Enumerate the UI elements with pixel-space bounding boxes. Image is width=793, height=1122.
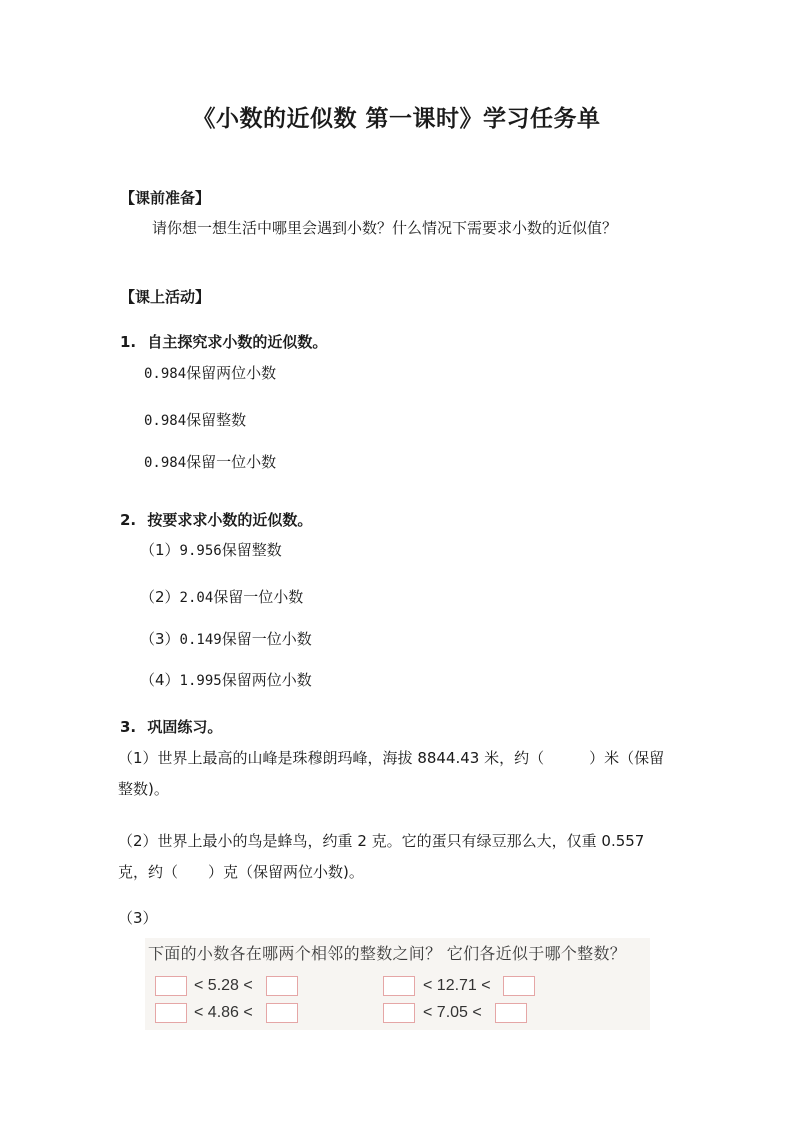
- task2-item-label: （1）: [140, 541, 180, 559]
- task1-item-number: 0.984: [144, 455, 187, 471]
- task2-item-number: 9.956: [179, 543, 222, 559]
- task2-item-label: （4）: [140, 671, 180, 689]
- task3-number: 3.: [120, 718, 137, 736]
- task1-item: [144, 409, 246, 430]
- task1-item: [144, 362, 276, 383]
- task3-question-2-line1: （2）世界上最小的鸟是蜂鸟，约重 2 克。它的蛋只有绿豆那么大，仅重 0.557: [118, 832, 645, 850]
- pre-class-prompt: 请你想一想生活中哪里会遇到小数？什么情况下需要求小数的近似值？: [152, 219, 618, 237]
- answer-box[interactable]: [383, 976, 415, 996]
- in-class-heading: 【课上活动】: [120, 288, 211, 306]
- answer-box[interactable]: [383, 1003, 415, 1023]
- task2-item-number: 2.04: [179, 590, 214, 606]
- task2-heading: [120, 509, 312, 530]
- answer-box[interactable]: [155, 976, 187, 996]
- task1-item-text: 保留整数: [186, 411, 247, 429]
- task2-item-text: 保留一位小数: [213, 588, 304, 606]
- task1-item: [144, 451, 276, 472]
- task3-question-2-line2: 克，约（ ）克（保留两位小数)。: [118, 863, 364, 881]
- task3-heading: [120, 716, 222, 737]
- task2-item-number: 0.149: [179, 632, 222, 648]
- task1-item-text: 保留两位小数: [186, 364, 277, 382]
- task3-question-3-label: （3）: [118, 909, 158, 927]
- task2-item-number: 1.995: [179, 673, 222, 689]
- task3-title: 巩固练习。: [147, 718, 223, 736]
- figure-caption: 下面的小数各在哪两个相邻的整数之间？ 它们各近似于哪个整数？: [148, 944, 627, 963]
- inequality-text: < 12.71 <: [423, 977, 491, 994]
- answer-box[interactable]: [495, 1003, 527, 1023]
- task1-title: 自主探究求小数的近似数。: [147, 333, 328, 351]
- task2-title: 按要求求小数的近似数。: [147, 511, 313, 529]
- task2-item-text: 保留整数: [221, 541, 282, 559]
- task1-number: 1.: [120, 333, 137, 351]
- task1-item-number: 0.984: [144, 413, 187, 429]
- task1-item-text: 保留一位小数: [186, 453, 277, 471]
- task3-question-1-line2: 整数)。: [118, 780, 169, 798]
- answer-box[interactable]: [266, 1003, 298, 1023]
- answer-box[interactable]: [266, 976, 298, 996]
- task1-heading: [120, 331, 327, 352]
- task2-item-label: （3）: [140, 630, 180, 648]
- pre-class-heading: 【课前准备】: [120, 189, 211, 207]
- page-title: 《小数的近似数 第一课时》学习任务单: [192, 106, 601, 132]
- task2-item-label: （2）: [140, 588, 180, 606]
- task3-question-1-line1: （1）世界上最高的山峰是珠穆朗玛峰，海拔 8844.43 米，约（ ）米（保留: [118, 749, 665, 767]
- task2-item: [140, 628, 312, 649]
- inequality-text: < 4.86 <: [194, 1004, 253, 1021]
- task1-item-number: 0.984: [144, 366, 187, 382]
- task2-item: [140, 586, 303, 607]
- task2-item: [140, 539, 282, 560]
- task2-item: [140, 669, 312, 690]
- estimation-figure: [145, 938, 650, 1030]
- inequality-text: < 5.28 <: [194, 977, 253, 994]
- answer-box[interactable]: [503, 976, 535, 996]
- task2-item-text: 保留两位小数: [221, 671, 312, 689]
- task2-number: 2.: [120, 511, 137, 529]
- task2-item-text: 保留一位小数: [221, 630, 312, 648]
- answer-box[interactable]: [155, 1003, 187, 1023]
- inequality-text: < 7.05 <: [423, 1004, 482, 1021]
